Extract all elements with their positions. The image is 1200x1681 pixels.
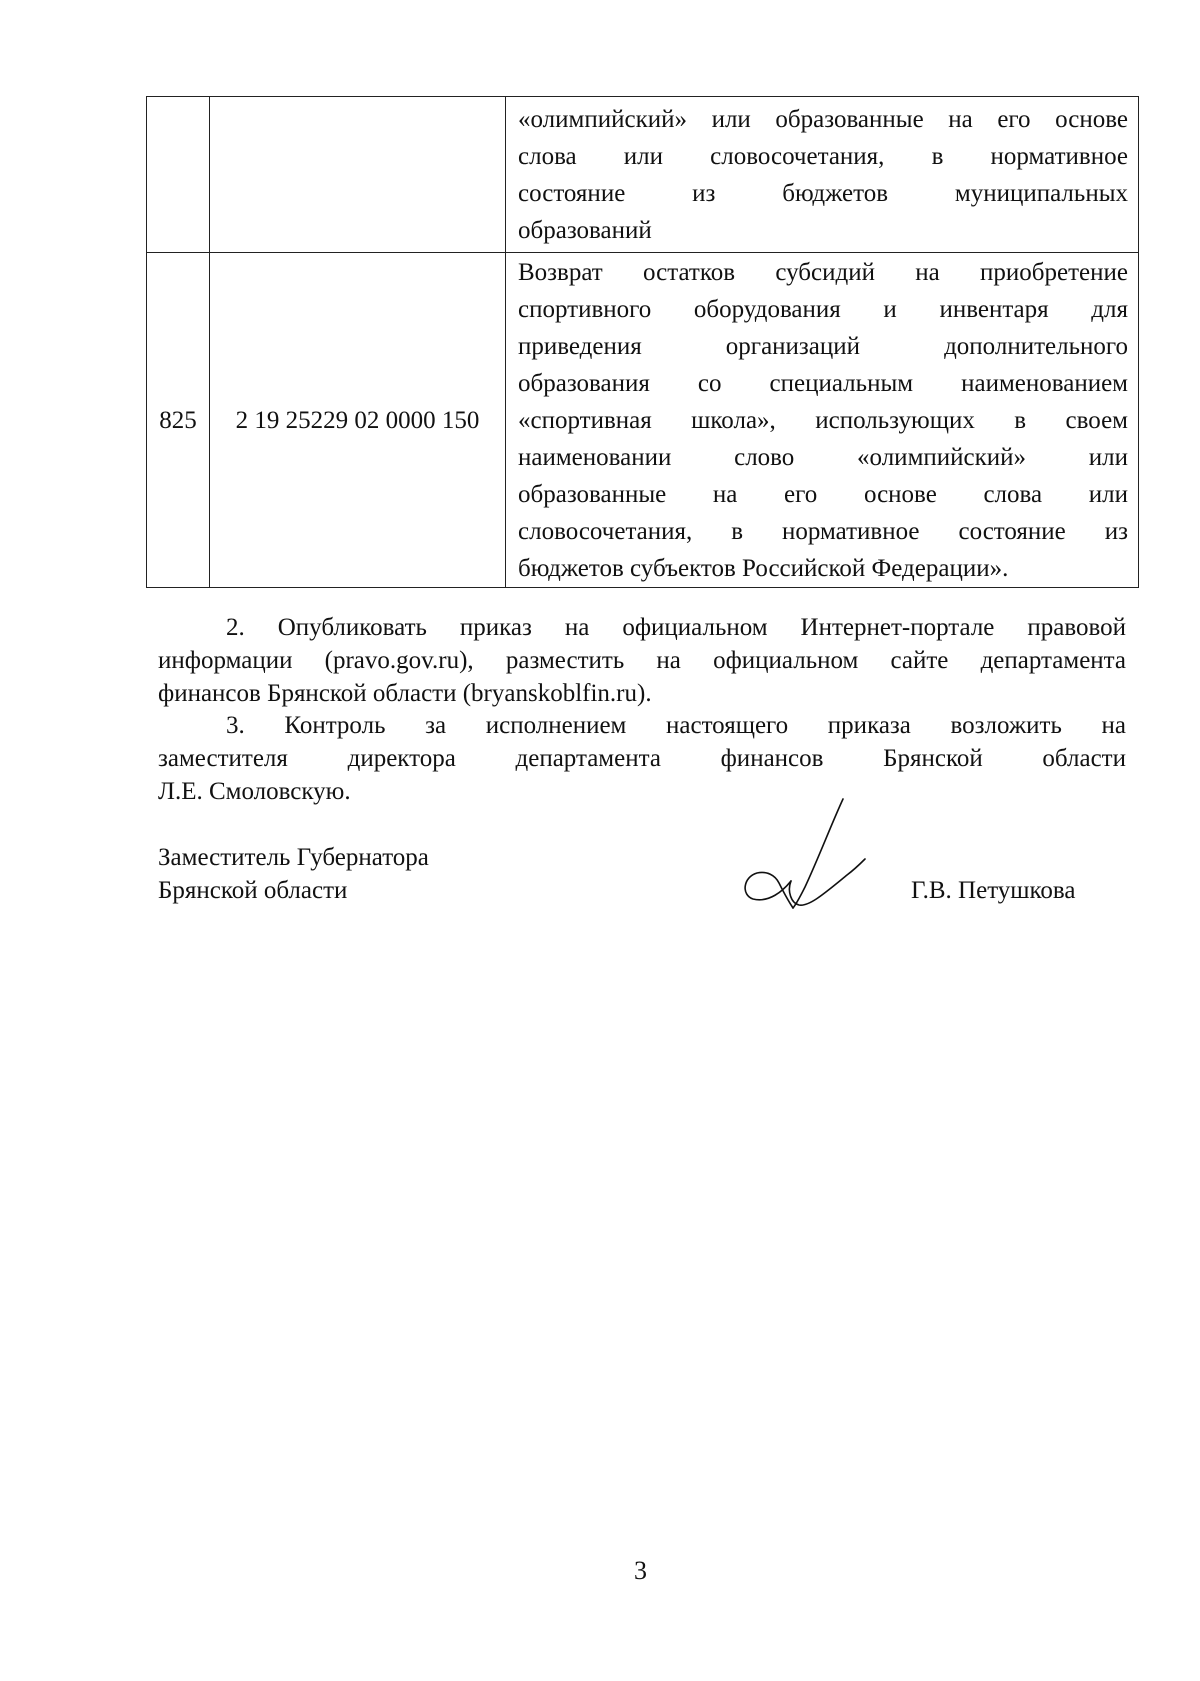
signatory-title-line: Брянской области — [158, 877, 348, 904]
description-line: «олимпийский» или образованные на его основе — [518, 105, 1128, 133]
description-line: «спортивная школа», использующих в своем — [518, 406, 1128, 434]
paragraph-publication — [158, 611, 1126, 710]
table-row — [147, 97, 1139, 253]
budget-code-table — [146, 96, 1139, 588]
paragraph-line: Л.Е. Смоловскую. — [158, 778, 351, 805]
description-line: словосочетания, в нормативное состояние из — [518, 517, 1128, 545]
description-line: Возврат остатков субсидий на приобретение — [518, 258, 1128, 286]
page-number: 3 — [634, 1556, 647, 1585]
description-line: слова или словосочетания, в нормативное — [518, 142, 1128, 170]
paragraph-line: 3. Контроль за исполнением настоящего приказа возложить на — [226, 712, 1126, 739]
budget-code-cell — [210, 97, 506, 253]
paragraph-control — [158, 709, 1126, 808]
row-number-cell: 825 — [147, 253, 210, 588]
signatory-name: Г.В. Петушкова — [911, 877, 1076, 904]
paragraph-line: 2. Опубликовать приказ на официальном Интернет-портале правовой — [226, 614, 1126, 641]
description-line: состояние из бюджетов муниципальных — [518, 179, 1128, 207]
description-line: наименовании слово «олимпийский» или — [518, 443, 1128, 471]
paragraph-line: финансов Брянской области (bryanskoblfin.ru). — [158, 680, 652, 707]
row-number-cell — [147, 97, 210, 253]
paragraph-line: заместителя директора департамента финансов Брянской области — [158, 745, 1126, 772]
description-line: бюджетов субъектов Российской Федерации». — [518, 554, 1009, 582]
paragraph-line: информации (pravo.gov.ru), разместить на официальном сайте департамента — [158, 647, 1126, 674]
description-line: приведения организаций дополнительного — [518, 332, 1128, 360]
description-line: образованные на его основе слова или — [518, 480, 1128, 508]
description-cell — [506, 253, 1139, 588]
description-line: образований — [518, 216, 652, 244]
signatory-title-line: Заместитель Губернатора — [158, 844, 429, 871]
description-line: спортивного оборудования и инвентаря для — [518, 295, 1128, 323]
description-line: образования со специальным наименованием — [518, 369, 1128, 397]
signatory-title — [158, 841, 429, 907]
description-cell — [506, 97, 1139, 253]
budget-code-cell: 2 19 25229 02 0000 150 — [210, 253, 506, 588]
table-row — [147, 253, 1139, 588]
handwritten-signature — [735, 795, 875, 920]
